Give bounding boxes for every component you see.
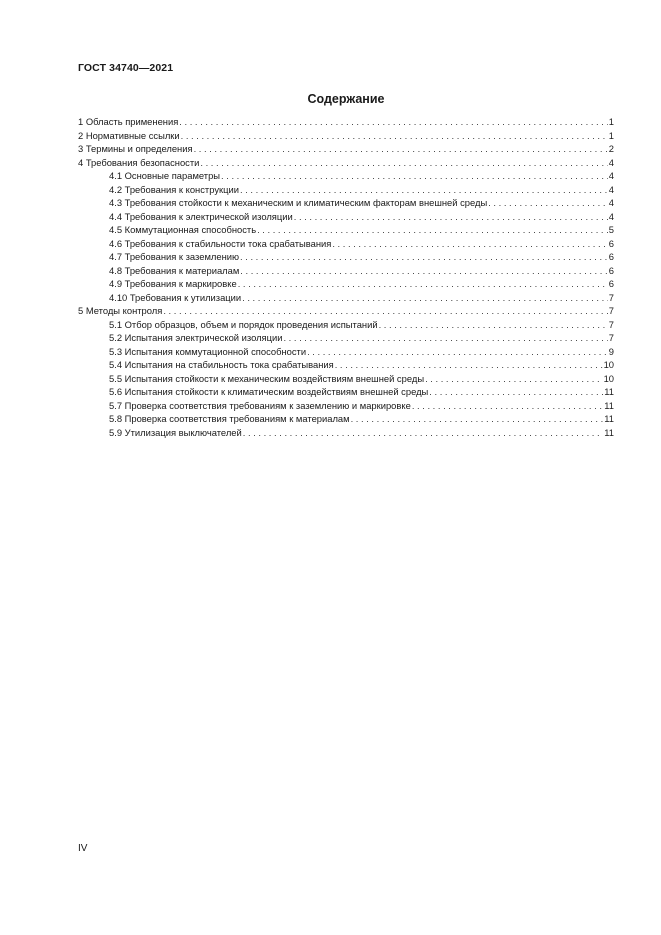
toc-entry-page: 5	[608, 224, 614, 235]
toc-dot-leader	[488, 196, 608, 210]
toc-dot-leader	[200, 156, 607, 170]
toc-entry-page: 6	[608, 264, 614, 276]
toc-entry[interactable]	[78, 358, 614, 372]
toc-entry[interactable]	[78, 264, 614, 278]
toc-dot-leader	[307, 345, 608, 359]
toc-entry-page: 11	[604, 399, 614, 411]
toc-dot-leader	[335, 358, 603, 372]
toc-entry-label: 4.4 Требования к электрической изоляции	[109, 210, 293, 222]
toc-entry-label: 5.6 Испытания стойкости к климатическим воздействиям внешней среды	[109, 386, 429, 397]
toc-entry-label: 1 Область применения	[78, 116, 179, 127]
toc-entry-label: 4.3 Требования стойкости к механическим и климатическим факторам внешней среды	[109, 197, 488, 208]
table-of-contents	[78, 115, 614, 439]
toc-entry[interactable]	[78, 277, 614, 291]
toc-entry-label: 5.9 Утилизация выключателей	[109, 426, 242, 438]
toc-entry-label: 5.4 Испытания на стабильность тока срабатывания	[109, 359, 334, 370]
toc-entry[interactable]	[78, 399, 614, 413]
toc-entry-page: 6	[608, 237, 614, 249]
toc-dot-leader	[429, 385, 603, 399]
toc-dot-leader	[240, 183, 608, 197]
toc-dot-leader	[257, 223, 608, 237]
toc-entry-label: 4 Требования безопасности	[78, 156, 200, 168]
toc-entry[interactable]	[78, 129, 614, 143]
toc-entry-page: 4	[608, 210, 614, 222]
toc-entry[interactable]	[78, 331, 614, 345]
toc-entry[interactable]	[78, 142, 614, 156]
toc-entry-page: 1	[608, 116, 614, 127]
toc-dot-leader	[379, 318, 608, 332]
document-code: ГОСТ 34740—2021	[78, 62, 174, 74]
toc-entry-page: 7	[608, 305, 614, 316]
toc-entry[interactable]	[78, 304, 614, 318]
toc-entry-page: 1	[608, 129, 614, 141]
toc-entry[interactable]	[78, 412, 614, 426]
toc-entry-label: 4.9 Требования к маркировке	[109, 278, 237, 289]
toc-entry[interactable]	[78, 210, 614, 224]
toc-entry[interactable]	[78, 196, 614, 210]
toc-entry-label: 5 Методы контроля	[78, 305, 163, 316]
toc-entry-page: 11	[604, 426, 614, 438]
toc-dot-leader	[240, 250, 608, 264]
page-number: IV	[78, 843, 88, 854]
toc-entry-page: 9	[608, 345, 614, 357]
toc-entry[interactable]	[78, 385, 614, 399]
toc-entry-page: 4	[608, 156, 614, 168]
toc-entry-label: 4.7 Требования к заземлению	[109, 251, 240, 262]
toc-dot-leader	[221, 169, 608, 183]
toc-entry-page: 6	[608, 251, 614, 262]
toc-entry-page: 4	[608, 183, 614, 195]
toc-entry-page: 11	[604, 386, 614, 397]
toc-dot-leader	[238, 277, 608, 291]
toc-entry-label: 5.2 Испытания электрической изоляции	[109, 332, 283, 343]
toc-entry-page: 4	[608, 197, 614, 208]
toc-dot-leader	[163, 304, 607, 318]
toc-dot-leader	[194, 142, 608, 156]
toc-dot-leader	[425, 372, 603, 386]
toc-entry[interactable]	[78, 183, 614, 197]
toc-title: Содержание	[307, 92, 385, 106]
toc-entry-label: 5.1 Отбор образцов, объем и порядок проведения испытаний	[109, 318, 378, 330]
toc-entry[interactable]	[78, 223, 614, 237]
toc-entry-label: 5.5 Испытания стойкости к механическим воздействиям внешней среды	[109, 372, 425, 384]
toc-entry-label: 2 Нормативные ссылки	[78, 129, 180, 141]
toc-entry[interactable]	[78, 318, 614, 332]
toc-entry-page: 10	[603, 359, 614, 370]
toc-entry[interactable]	[78, 372, 614, 386]
toc-dot-leader	[412, 399, 603, 413]
toc-entry-page: 7	[608, 332, 614, 343]
toc-dot-leader	[179, 115, 607, 129]
toc-entry-label: 4.1 Основные параметры	[109, 170, 221, 181]
toc-entry-label: 5.7 Проверка соответствия требованиям к заземлению и маркировке	[109, 399, 411, 411]
toc-entry-page: 10	[603, 372, 614, 384]
toc-entry[interactable]	[78, 291, 614, 305]
toc-entry-page: 2	[608, 143, 614, 154]
toc-entry-page: 7	[608, 291, 614, 303]
toc-entry-page: 6	[608, 278, 614, 289]
toc-entry-label: 4.10 Требования к утилизации	[109, 291, 242, 303]
toc-entry-label: 5.3 Испытания коммутационной способности	[109, 345, 307, 357]
toc-dot-leader	[240, 264, 607, 278]
toc-entry-label: 3 Термины и определения	[78, 143, 193, 154]
toc-entry-label: 4.6 Требования к стабильности тока срабатывания	[109, 237, 332, 249]
toc-entry-label: 5.8 Проверка соответствия требованиям к материалам	[109, 413, 350, 424]
toc-entry[interactable]	[78, 250, 614, 264]
toc-entry-label: 4.5 Коммутационная способность	[109, 224, 257, 235]
toc-entry-page: 11	[604, 413, 614, 424]
toc-dot-leader	[351, 412, 604, 426]
toc-dot-leader	[181, 129, 608, 143]
toc-dot-leader	[242, 291, 608, 305]
toc-entry-page: 7	[608, 318, 614, 330]
toc-dot-leader	[243, 426, 604, 440]
toc-entry-label: 4.2 Требования к конструкции	[109, 183, 239, 195]
toc-entry[interactable]	[78, 169, 614, 183]
toc-entry-label: 4.8 Требования к материалам	[109, 264, 240, 276]
toc-dot-leader	[283, 331, 607, 345]
toc-entry[interactable]	[78, 115, 614, 129]
toc-dot-leader	[332, 237, 607, 251]
toc-entry[interactable]	[78, 345, 614, 359]
toc-entry[interactable]	[78, 426, 614, 440]
toc-entry[interactable]	[78, 156, 614, 170]
toc-entry[interactable]	[78, 237, 614, 251]
toc-entry-page: 4	[608, 170, 614, 181]
toc-dot-leader	[294, 210, 608, 224]
